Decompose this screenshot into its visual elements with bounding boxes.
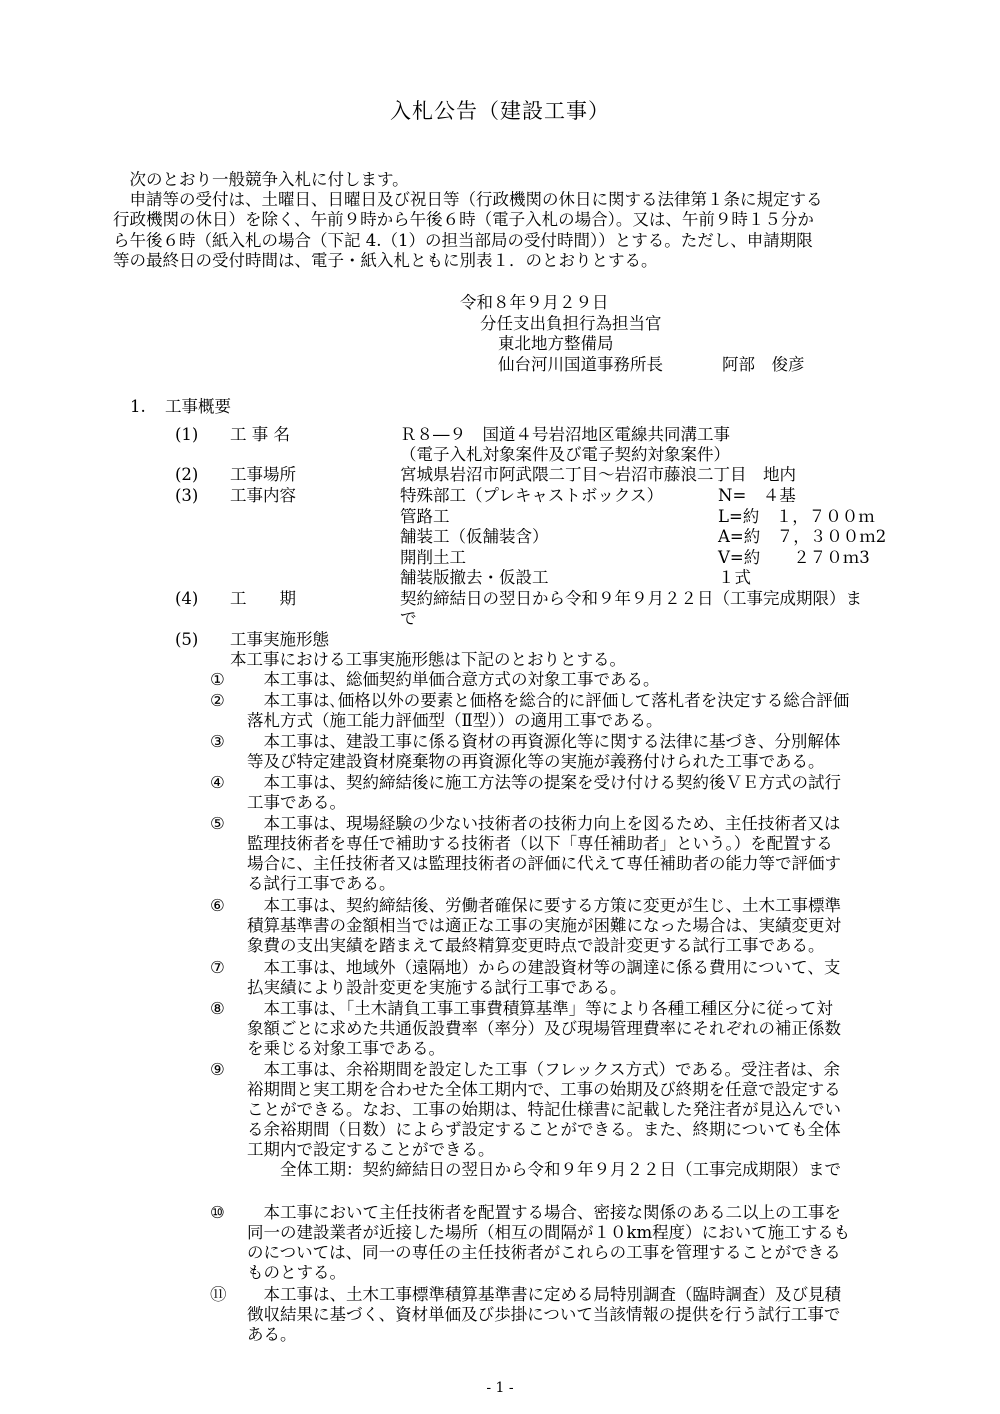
row-value: 宮城県岩沼市阿武隈二丁目～岩沼市藤浪二丁目 地内 (400, 465, 796, 484)
page-number: - 1 - (486, 1380, 514, 1396)
row-label: 工事内容 (230, 486, 296, 505)
row-label: 工事場所 (230, 465, 296, 484)
row-number: (5) (175, 630, 199, 649)
item-mark: ③ (210, 732, 225, 751)
row-number: (1) (175, 425, 199, 444)
item-text: 本工事は、契約締結後、労働者確保に要する方策に変更が生じ、土木工事標準 積算基準書の金額相当では適正な工事の実施が困難になった場合は、実績変更対 象費の支出実績を踏まえて最終精算変更時点で設計変更する試行工事である。 (247, 896, 841, 955)
work-item-name: 管路工 (400, 507, 450, 526)
item-text: 本工事は、土木工事標準積算基準書に定める局特別調査（臨時調査）及び見積 徴収結果に基づく、資材単価及び歩掛について当該情報の提供を行う試行工事で ある。 (247, 1285, 841, 1344)
intro-line: 申請等の受付は、土曜日、日曜日及び祝日等（行政機関の休日に関する法律第１条に規定する (113, 190, 823, 209)
item-mark: ⑧ (210, 999, 225, 1018)
item-mark: ④ (210, 773, 225, 792)
intro-line: 等の最終日の受付時間は、電子・紙入札ともに別表１．のとおりとする。 (113, 251, 658, 270)
work-item-quantity: N= ４基 (718, 486, 796, 505)
item-text: 本工事は、現場経験の少ない技術者の技術力向上を図るため、主任技術者又は 監理技術者を専任で補助する技術者（以下「専任補助者」という。）を配置する 場合に、主任技術者又は監理技術者の評価に代えて専任補助者の能力等で評価す る試行工事である。 (247, 814, 841, 893)
item-mark: ⑨ (210, 1060, 225, 1079)
item-mark: ⑩ (210, 1203, 225, 1222)
work-item-quantity: １式 (718, 568, 751, 587)
row-label: 工事実施形態 (230, 630, 329, 649)
work-item-quantity: A=約 ７，３００ｍ2 (718, 527, 887, 546)
row-value: で (400, 609, 417, 628)
document-title: 入札公告（建設工事） (390, 99, 610, 123)
row-number: (4) (175, 589, 199, 608)
row-value: （電子入札対象案件及び電子契約対象案件） (400, 445, 730, 464)
notice-date: 令和８年９月２９日 (460, 293, 609, 312)
official-name: 阿部 俊彦 (722, 355, 805, 374)
official-title: 分任支出負担行為担当官 (480, 314, 662, 333)
item-mark: ① (210, 670, 225, 689)
item-text: 本工事は､価格以外の要素と価格を総合的に評価して落札者を決定する総合評価 落札方式（施工能力評価型（Ⅱ型））の適用工事である。 (247, 691, 850, 730)
item-mark: ⑦ (210, 958, 225, 977)
form-intro: 本工事における工事実施形態は下記のとおりとする。 (230, 650, 626, 669)
item-text: 本工事は、契約締結後に施工方法等の提案を受け付ける契約後ＶＥ方式の試行 工事である。 (247, 773, 841, 812)
section-number: 1. (130, 397, 146, 416)
intro-line: ら午後６時（紙入札の場合（下記 4.（1）の担当部局の受付時間））とする。ただし、申請期限 (113, 231, 813, 250)
work-item-name: 特殊部工（プレキャストボックス） (400, 486, 664, 505)
work-item-quantity: V=約 ２７０ｍ3 (718, 548, 870, 567)
office-name: 仙台河川国道事務所長 (498, 355, 663, 374)
row-value: 契約締結日の翌日から令和９年９月２２日（工事完成期限）ま (400, 589, 862, 608)
item-mark: ② (210, 691, 225, 710)
work-item-quantity: L=約 １，７００ｍ (718, 507, 875, 526)
intro-line: 次のとおり一般競争入札に付します。 (113, 170, 409, 189)
row-number: (3) (175, 486, 199, 505)
item-text: 本工事は、総価契約単価合意方式の対象工事である。 (247, 670, 660, 689)
item-text: 本工事は、「土木請負工事工事費積算基準」等により各種工種区分に従って対 象額ごとに求めた共通仮設費率（率分）及び現場管理費率にそれぞれの補正係数 を乗じる対象工事である。 (247, 999, 841, 1058)
item-text: 本工事は、建設工事に係る資材の再資源化等に関する法律に基づき、分別解体 等及び特定建設資材廃棄物の再資源化等の実施が義務付けられた工事である。 (247, 732, 841, 771)
work-item-name: 舗装版撤去・仮設工 (400, 568, 549, 587)
item-text: 本工事は、地域外（遠隔地）からの建設資材等の調達に係る費用について、支 払実績により設計変更を実施する試行工事である。 (247, 958, 841, 997)
work-item-name: 開削土工 (400, 548, 466, 567)
row-label: 工 期 (230, 589, 296, 608)
row-value: Ｒ８―９ 国道４号岩沼地区電線共同溝工事 (400, 425, 730, 444)
intro-line: 行政機関の休日）を除く、午前９時から午後６時（電子入札の場合）。又は、午前９時１５分か (113, 210, 814, 229)
item-text: 本工事において主任技術者を配置する場合、密接な関係のある二以上の工事を 同一の建設業者が近接した場所（相互の間隔が１０km程度）において施工するも のについては、同一の専任の主任技術者がこれらの工事を管理することができる ものとする。 (247, 1203, 851, 1282)
work-item-name: 舗装工（仮舗装含） (400, 527, 549, 546)
bureau-name: 東北地方整備局 (498, 334, 614, 353)
row-label: 工 事 名 (230, 425, 290, 444)
item-mark: ⑥ (210, 896, 225, 915)
item-mark: ⑤ (210, 814, 225, 833)
item-text: 本工事は、余裕期間を設定した工事（フレックス方式）である。受注者は、余 裕期間と実工期を合わせた全体工期内で、工事の始期及び終期を任意で設定する ことができる。なお、工事の始期は、特記仕様書に記載した発注者が見込んでい る余裕期間（日数）によらず設定することができる。また、終期についても全体 工期内で設定することができる。 全体工期：契約締結日の翌日から令和９年９月２２日（工事完成期限）まで (247, 1060, 841, 1179)
section-heading: 工事概要 (165, 397, 231, 416)
item-mark: ⑪ (210, 1285, 227, 1304)
row-number: (2) (175, 465, 199, 484)
